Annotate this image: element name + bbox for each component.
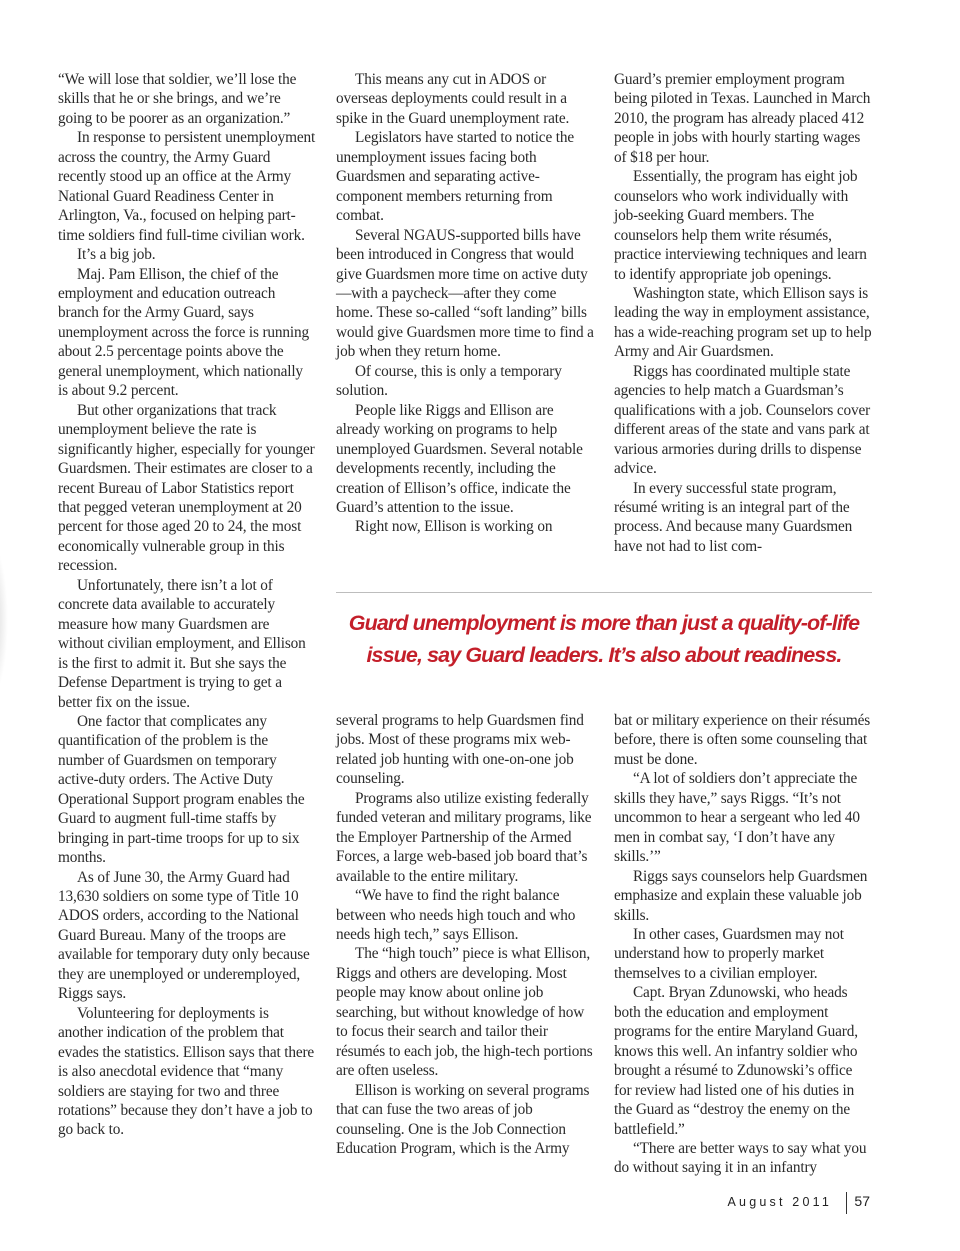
paragraph: But other organizations that track unemployment believe the rate is significantly higher, especially for younger Guardsmen. Their estimates are closer to a recent Bureau of Labor Statistics report that pegged veteran unemployment at 20 percent for those aged 20 to 24, the most economically vulnerable group in this recession. <box>58 401 315 575</box>
paragraph: “We will lose that soldier, we’ll lose the skills that he or she brings, and we’re going to be poorer as an organization.” <box>58 71 297 127</box>
paragraph: “We have to find the right balance between who needs high touch and who needs high tech,” says Ellison. <box>336 887 576 943</box>
paragraph: Unfortunately, there isn’t a lot of concrete data available to accurately measure how many Guardsmen are without civilian employment, and Ellison is the first to admit it. But she says the Defense Department is trying to get a better fix on the issue. <box>58 576 306 711</box>
paragraph: several programs to help Guardsmen find jobs. Most of these programs mix web-related job hunting with one-on-one job counseling. <box>336 712 584 788</box>
article-column-3-bottom <box>614 711 872 1178</box>
paragraph: “A lot of soldiers don’t appreciate the skills they have,” says Riggs. “It’s not uncommon to hear a sergeant who led 40 men in combat say, ‘I don’t have any skills.’” <box>614 770 860 866</box>
paragraph: In response to persistent unemployment across the country, the Army Guard recently stood up an office at the Army National Guard Readiness Center in Arlington, Va., focused on helping part-time soldiers find full-time civilian work. <box>58 129 316 244</box>
issue-date: August 2011 <box>727 1195 832 1209</box>
paragraph: Essentially, the program has eight job counselors who work individually with job-seeking Guard members. The counselors help them write résumés, practice interviewing techniques and learn to identify appropriate job openings. <box>614 168 867 283</box>
pullquote-line: issue, say Guard leaders. It’s also about readiness. <box>366 643 842 667</box>
page-footer <box>700 1192 880 1216</box>
paragraph: Riggs says counselors help Guardsmen emphasize and explain these valuable job skills. <box>614 867 868 924</box>
paragraph: Several NGAUS-supported bills have been introduced in Congress that would give Guardsmen more time on active duty—with a paycheck—after they come home. These so-called “soft landing” bills would give Guardsmen more time to find a job when they return home. <box>336 226 594 361</box>
paragraph: Right now, Ellison is working on <box>355 518 553 536</box>
paragraph: Capt. Bryan Zdunowski, who heads both the education and employment programs for the entire Maryland Guard, knows this well. An infantry soldier who brought a résumé to Zdunowski’s office for review had listed one of his duties in the Guard as “destroy the enemy on the battlefield.” <box>614 984 858 1138</box>
paragraph: Volunteering for deployments is another indication of the problem that evades the statistics. Ellison says that there is also anecdotal evidence that “many soldiers are staying for two and three rotations” because they don’t have a job to go back to. <box>58 1004 315 1139</box>
paragraph: In other cases, Guardsmen may not understand how to properly market themselves to a civilian employer. <box>614 925 844 982</box>
pullquote-line: Guard unemployment is more than just a quality-of-life <box>348 611 860 635</box>
paragraph: This means any cut in ADOS or overseas deployments could result in a spike in the Guard unemployment rate. <box>336 71 570 127</box>
paragraph: One factor that complicates any quantification of the problem is the number of Guardsmen on temporary active-duty orders. The Active Duty Operational Support program enables the Guard to augment full-time staffs by bringing in part-time troops for up to six months. <box>58 712 305 867</box>
article-column-2-top <box>336 70 594 537</box>
paragraph: As of June 30, the Army Guard had 13,630 soldiers on some type of Title 10 ADOS orders, according to the National Guard Bureau. Many of the troops are available for temporary duty only because they are unemployed or underemployed, Riggs says. <box>58 868 310 1003</box>
paragraph: People like Riggs and Ellison are already working on programs to help unemployed Guardsmen. Several notable developments recently, including the creation of Ellison’s office, indicate the Guard’s attention to the issue. <box>336 401 583 516</box>
paragraph: Guard’s premier employment program being piloted in Texas. Launched in March 2010, the program has already placed 412 people in jobs with hourly starting wages of $18 per hour. <box>614 71 871 166</box>
paragraph: Programs also utilize existing federally funded veteran and military programs, like the Employer Partnership of the Armed Forces, a large web-based job board that’s available to the entire military. <box>336 789 592 885</box>
paragraph: Maj. Pam Ellison, the chief of the employment and education outreach branch for the Army Guard, says unemployment across the force is running about 2.5 percentage points above the general unemployment, which nationally is about 9.2 percent. <box>58 265 310 400</box>
paragraph: Washington state, which Ellison says is leading the way in employment assistance, has a wide-reaching program set up to help Army and Air Guardsmen. <box>614 284 872 361</box>
footer-divider <box>846 1192 847 1214</box>
paragraph: In every successful state program, résumé writing is an integral part of the process. And because many Guardsmen have not had to list com- <box>614 479 853 555</box>
pullquote-divider <box>336 592 872 593</box>
paragraph: Legislators have started to notice the unemployment issues facing both Guardsmen and separating active-component members returning from combat. <box>336 129 575 225</box>
article-column-2-bottom <box>336 711 594 1158</box>
article-column-1 <box>58 70 316 1140</box>
article-column-3-top <box>614 70 872 556</box>
paragraph: Riggs has coordinated multiple state agencies to help match a Guardsman’s qualifications with a job. Counselors cover different areas of the state and vans park at various armories during drills to dispense advice. <box>614 362 871 478</box>
paragraph: bat or military experience on their résumés before, there is often some counseling that must be done. <box>614 712 871 768</box>
paragraph: Of course, this is only a temporary solution. <box>336 362 562 400</box>
page-number: 57 <box>854 1193 870 1209</box>
paragraph: It’s a big job. <box>77 246 156 264</box>
page-edge-shadow <box>0 540 8 700</box>
paragraph: The “high touch” piece is what Ellison, Riggs and others are developing. Most people may know about online job searching, but without knowledge of how to focus their search and tailor their résumés to each job, the high-tech portions are often useless. <box>336 945 593 1080</box>
paragraph: “There are better ways to say what you do without saying it in an infantry <box>614 1139 867 1177</box>
paragraph: Ellison is working on several programs that can fuse the two areas of job counseling. One is the Job Connection Education Program, which is the Army <box>336 1081 590 1157</box>
pullquote <box>336 607 872 671</box>
